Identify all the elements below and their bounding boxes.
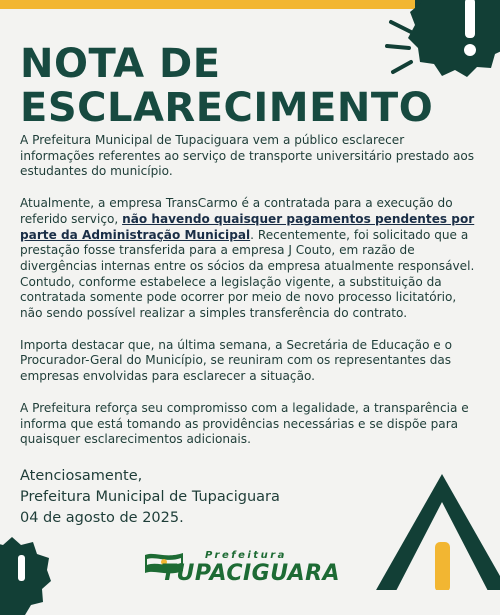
badge-bottom-icon bbox=[0, 535, 52, 615]
paragraph-4: A Prefeitura reforça seu compromisso com a legalidade, a transparência e informa que está tomando as providências necessárias e se dispõe para quaisquer esclarecimentos adicionais. bbox=[20, 400, 469, 447]
top-bar-yellow bbox=[0, 0, 420, 9]
title-line-1: NOTA DE bbox=[20, 41, 221, 87]
signoff bbox=[20, 466, 280, 529]
signoff-greeting: Atenciosamente, bbox=[20, 468, 143, 484]
page-title bbox=[20, 42, 433, 130]
body-text bbox=[20, 133, 482, 464]
paragraph-2-start: Atualmente, a empresa TransCarmo é a contratada para a execução do referido serviço, bbox=[20, 196, 453, 226]
logo-small-text: Prefeitura bbox=[205, 550, 287, 561]
paragraph-2 bbox=[20, 196, 482, 322]
warning-triangle-icon bbox=[357, 470, 500, 590]
signoff-date: 04 de agosto de 2025. bbox=[20, 510, 184, 526]
title-line-2: ESCLARECIMENTO bbox=[20, 85, 434, 131]
paragraph-1: A Prefeitura Municipal de Tupaciguara vem a público esclarecer informações referentes ao serviço de transporte universitário prestado aos estudantes do município. bbox=[20, 133, 475, 179]
paragraph-2-end: . Recentemente, foi solicitado que a prestação fosse transferida para a empresa J Couto, em razão de divergências internas entre os sócios da empresa atualmente responsável. Contudo, conforme estabelece a legislação vigente, a substituição da contratada somente pode ocorrer por meio de novo processo licitatório, não sendo possível realizar a simples transferência do contrato. bbox=[20, 227, 475, 321]
paragraph-3: Importa destacar que, na última semana, a Secretária de Educação e o Procurador-Geral do Município, se reuniram com os representantes das empresas envolvidas para esclarecer a situação. bbox=[20, 337, 452, 384]
paragraph-2-emphasis: não havendo quaisquer pagamentos pendentes por parte da Administração Municipal bbox=[20, 211, 475, 242]
signoff-organization: Prefeitura Municipal de Tupaciguara bbox=[20, 489, 280, 505]
municipality-logo bbox=[143, 547, 341, 587]
logo-big-text: TUPACIGUARA bbox=[161, 561, 341, 586]
